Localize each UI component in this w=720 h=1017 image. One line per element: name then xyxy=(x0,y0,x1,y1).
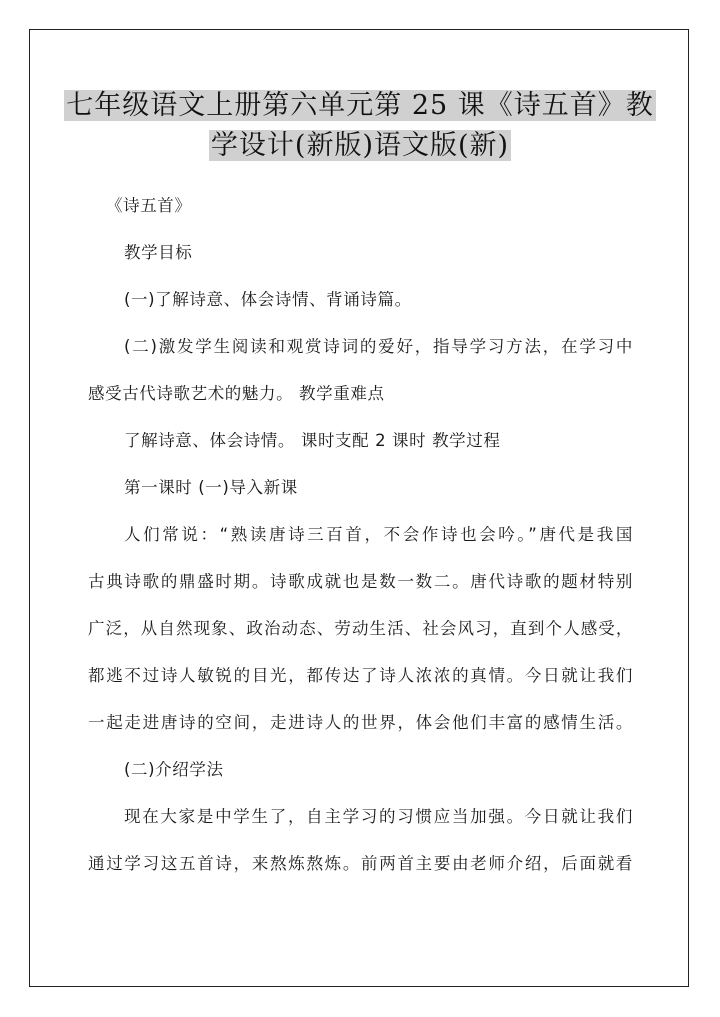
text-line-intro-2: 古典诗歌的鼎盛时期。诗歌成就也是数一数二。唐代诗歌的题材特别 xyxy=(88,572,633,591)
text-line-objective-2b: 感受古代诗歌艺术的魅力。 教学重难点 xyxy=(88,384,385,403)
text-line-method-heading: (二)介绍学法 xyxy=(124,760,224,779)
title-text-1: 七年级语文上册第六单元第 25 课《诗五首》教 xyxy=(66,90,654,121)
text-line-objective-1: (一)了解诗意、体会诗情、背诵诗篇。 xyxy=(124,290,412,309)
text-line-method-1: 现在大家是中学生了，自主学习的习惯应当加强。今日就让我们 xyxy=(124,807,633,826)
text-line-intro-4: 都逃不过诗人敏锐的目光，都传达了诗人浓浓的真情。今日就让我们 xyxy=(88,666,633,685)
document-title-line-2 xyxy=(60,128,660,164)
text-line-key-points: 了解诗意、体会诗情。 课时支配 2 课时 教学过程 xyxy=(124,431,501,450)
page-border xyxy=(29,29,689,987)
text-line-objectives-heading: 教学目标 xyxy=(124,243,193,262)
text-line-method-2: 通过学习这五首诗，来熬炼熬炼。前两首主要由老师介绍，后面就看 xyxy=(88,854,633,873)
text-line-intro-1: 人们常说：“熟读唐诗三百首，不会作诗也会吟。”唐代是我国 xyxy=(124,525,633,544)
title-text-2: 学设计(新版)语文版(新) xyxy=(210,130,510,161)
text-line-first-lesson: 第一课时 (一)导入新课 xyxy=(124,478,298,497)
text-line-objective-2a: (二)激发学生阅读和观赏诗词的爱好，指导学习方法，在学习中 xyxy=(124,337,633,356)
text-line-intro-5: 一起走进唐诗的空间，走进诗人的世界，体会他们丰富的感情生活。 xyxy=(88,713,633,732)
text-line-poem-title: 《诗五首》 xyxy=(106,196,192,215)
document-title-line-1 xyxy=(60,88,660,124)
text-line-intro-3: 广泛，从自然现象、政治动态、劳动生活、社会风习，直到个人感受， xyxy=(88,619,633,638)
